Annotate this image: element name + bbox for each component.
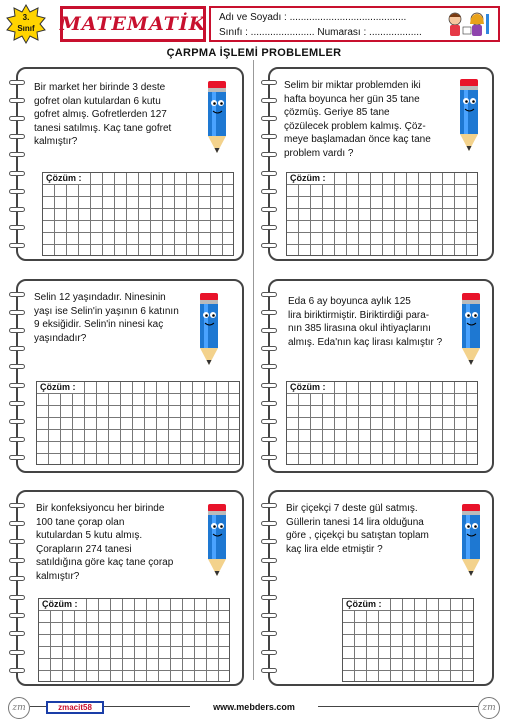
author-badge: zmacit58 <box>46 701 104 714</box>
solution-label: Çözüm : <box>287 382 329 393</box>
children-illustration-icon <box>439 10 495 40</box>
solution-grid-1[interactable] <box>42 172 234 256</box>
signature-right-icon: zm <box>478 697 500 719</box>
problem-card-5 <box>16 490 244 686</box>
page-title: MATEMATİK <box>59 13 207 35</box>
website-link[interactable]: www.mebders.com <box>190 702 318 712</box>
problem-text-2: Selim bir miktar problemden iki hafta boyunca her gün 35 tane çözmüş. Geriye 85 tane çözülecek problem kalmış. Çöz- meye başlamadan önce kaç tane problem vardı ? <box>284 80 431 159</box>
solution-label: Çözüm : <box>43 173 85 184</box>
binder-rings <box>9 496 25 680</box>
problem-text-5: Bir konfeksiyoncu her birinde 100 tane çorap olan kutulardan 5 kutu almış. Çorapların 274 tanesi satıldığına göre kaç tane çorap kalmıştır? <box>36 503 174 582</box>
column-divider <box>253 60 254 680</box>
signature-left-icon: zm <box>8 697 30 719</box>
binder-rings <box>9 73 25 255</box>
problem-card-2 <box>268 67 494 261</box>
problem-card-3 <box>16 279 244 473</box>
problem-text-3: Selin 12 yaşındadır. Ninesinin yaşı ise Selin'in yaşının 6 katının 9 eksiğidir. Selin'in ninesi kaç yaşındadır? <box>34 292 179 344</box>
problem-card-4 <box>268 279 494 473</box>
solution-grid-5[interactable] <box>38 598 230 682</box>
name-field[interactable]: Adı ve Soyadı : .......................................... <box>219 12 407 23</box>
problem-text-6: Bir çiçekçi 7 deste gül satmış. Güllerin tanesi 14 lira olduğuna göre , çiçekçi bu satıştan toplam kaç lira elde etmiştir ? <box>286 503 429 555</box>
pencil-mascot-icon <box>204 79 230 157</box>
pencil-mascot-icon <box>204 502 230 580</box>
grade-label: Sınıf <box>17 24 35 33</box>
class-number-field[interactable]: Sınıfı : ....................... Numarası : ................... <box>219 27 422 38</box>
title-box <box>60 6 206 42</box>
problem-text-1: Bir market her birinde 3 deste gofret olan kutulardan 6 kutu gofret almış. Gofretlerden 127 tanesi satılmış. Kaç tane gofret kalmıştır? <box>34 82 172 148</box>
solution-label: Çözüm : <box>37 382 79 393</box>
pencil-mascot-icon <box>456 77 482 155</box>
solution-grid-6[interactable] <box>342 598 474 682</box>
solution-grid-4[interactable] <box>286 381 478 465</box>
pencil-mascot-icon <box>458 291 484 369</box>
binder-rings <box>261 73 277 255</box>
grade-number: 3. <box>22 13 30 22</box>
solution-label: Çözüm : <box>287 173 329 184</box>
pencil-mascot-icon <box>458 502 484 580</box>
worksheet-subtitle: ÇARPMA İŞLEMİ PROBLEMLER <box>166 47 342 59</box>
binder-rings <box>261 496 277 680</box>
pencil-mascot-icon <box>196 291 222 369</box>
problem-card-6 <box>268 490 494 686</box>
solution-label: Çözüm : <box>343 599 385 610</box>
grade-badge <box>6 4 46 44</box>
solution-label: Çözüm : <box>39 599 81 610</box>
binder-rings <box>261 285 277 467</box>
solution-grid-3[interactable] <box>36 381 240 465</box>
problem-card-1 <box>16 67 244 261</box>
student-info-box <box>209 6 500 42</box>
problem-text-4: Eda 6 ay boyunca aylık 125 lira biriktirmiştir. Biriktirdiği para- nın 385 lirasına okul ihtiyaçlarını almış. Eda'nın kaç lirası kalmıştır ? <box>288 296 443 348</box>
solution-grid-2[interactable] <box>286 172 478 256</box>
binder-rings <box>9 285 25 467</box>
